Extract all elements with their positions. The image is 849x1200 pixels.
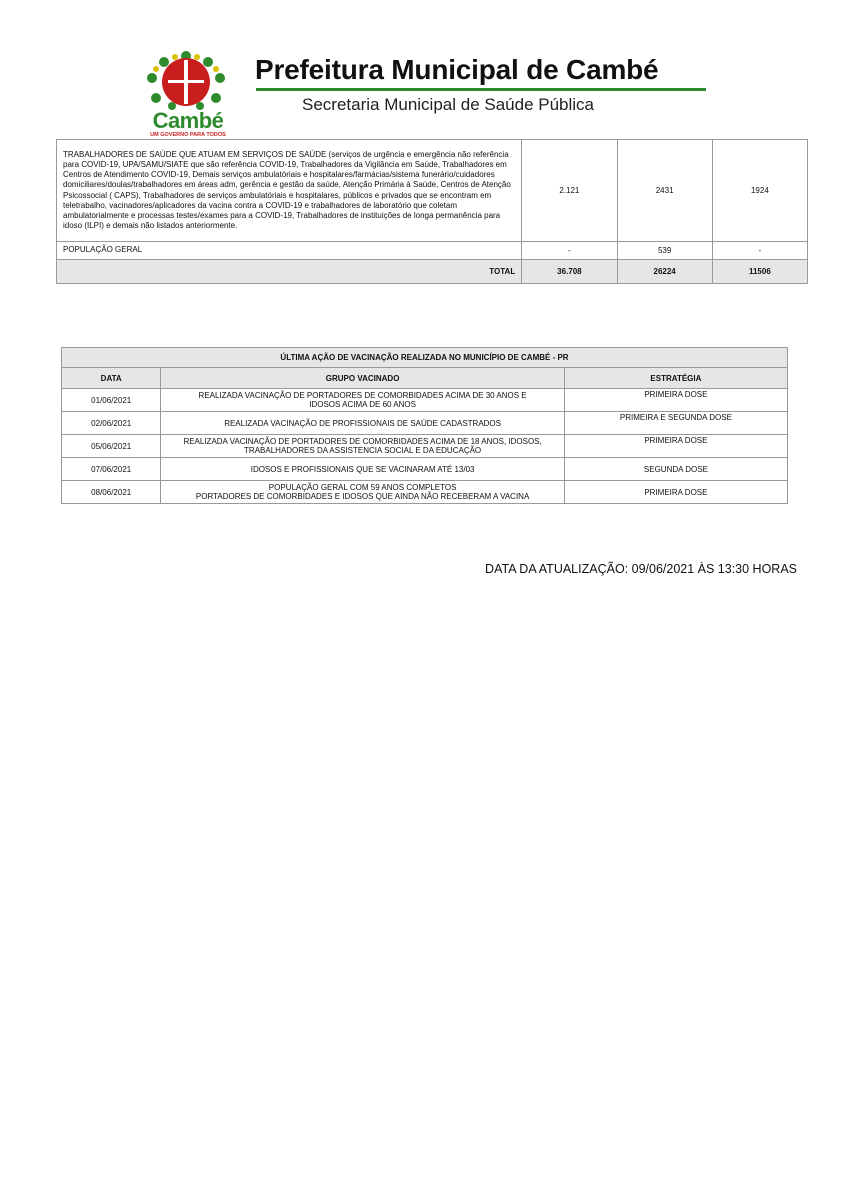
total-value-3: 11506 (712, 260, 807, 284)
row-value-1: 2.121 (522, 140, 617, 242)
row-strategy: PRIMEIRA E SEGUNDA DOSE (564, 412, 787, 435)
table-row (62, 412, 788, 435)
page-title: Prefeitura Municipal de Cambé (255, 54, 659, 85)
row-value-1: - (522, 242, 617, 260)
table-caption: ÚLTIMA AÇÃO DE VACINAÇÃO REALIZADA NO MUNICÍPIO DE CAMBÉ - PR (62, 348, 788, 368)
header-strategy: ESTRATÉGIA (564, 368, 787, 389)
row-value-2: 2431 (617, 140, 712, 242)
page-subtitle: Secretaria Municipal de Saúde Pública (302, 95, 595, 114)
total-row (57, 260, 808, 284)
row-group-line: REALIZADA VACINAÇÃO DE PORTADORES DE COMORBIDADES ACIMA DE 30 ANOS E (198, 391, 527, 400)
update-note: DATA DA ATUALIZAÇÃO: 09/06/2021 ÀS 13:30 HORAS (485, 562, 797, 576)
total-label: TOTAL (57, 260, 522, 284)
table-row (62, 458, 788, 481)
row-date: 01/06/2021 (62, 389, 161, 412)
row-date: 07/06/2021 (62, 458, 161, 481)
table-row (57, 140, 808, 242)
row-group-line: TRABALHADORES DA ASSISTENCIA SOCIAL E DA EDUCAÇÃO (244, 446, 482, 455)
row-date: 08/06/2021 (62, 481, 161, 504)
row-group (161, 435, 564, 458)
row-group (161, 458, 564, 481)
total-value-1: 36.708 (522, 260, 617, 284)
table-header-row (62, 368, 788, 389)
row-group-line: IDOSOS ACIMA DE 60 ANOS (309, 400, 416, 409)
row-strategy: PRIMEIRA DOSE (564, 389, 787, 412)
table-row (62, 435, 788, 458)
header-group: GRUPO VACINADO (161, 368, 564, 389)
logo-slogan: UM GOVERNO PARA TODOS (150, 132, 226, 138)
table-row (57, 242, 808, 260)
title-divider (256, 88, 706, 91)
row-strategy: PRIMEIRA DOSE (564, 481, 787, 504)
row-date: 05/06/2021 (62, 435, 161, 458)
row-strategy: PRIMEIRA DOSE (564, 435, 787, 458)
header-date: DATA (62, 368, 161, 389)
row-group-line: REALIZADA VACINAÇÃO DE PROFISSIONAIS DE SAÚDE CADASTRADOS (224, 418, 501, 428)
row-description: POPULAÇÃO GERAL (57, 242, 522, 260)
row-group (161, 481, 564, 504)
row-value-3: 1924 (712, 140, 807, 242)
row-description: TRABALHADORES DE SAÚDE QUE ATUAM EM SERVIÇOS DE SAÚDE (serviços de urgência e emergência não referência para COVID-19, UPA/SAMU/SIATE que são referência COVID-19, Trabalhadores da Vigilância em Saúde, Trabalhadores em Centros de Atendimento COVID-19, Demais serviços ambulatóriais e hospitalares/farmácias/sistema funerário/cuidadores domiciliares/doulas/trabalhadores em áreas adm, gerência e gestão da saúde, Atenção Primária à Saúde, Centros de Atenção Psicossocial ( CAPS), Trabalhadores de serviços ambulatóriais e hospitalares, públicos e privados que se encontram em teletrabalho, vacinadores/aplicadores da vacina contra a COVID-19 e trabalhadores de laboratório que coletam ambulatorialmente e processas testes/exames para a COVID-19, Trabalhadores de instituições de longa permanência para idoso (ILPI) e demais não listados anteriormente. (57, 140, 522, 242)
row-date: 02/06/2021 (62, 412, 161, 435)
row-value-3: - (712, 242, 807, 260)
row-value-2: 539 (617, 242, 712, 260)
table-row (62, 481, 788, 504)
logo-wordmark: Cambé (152, 108, 224, 133)
summary-table (56, 139, 808, 284)
row-group-line: POPULAÇÃO GERAL COM 59 ANOS COMPLETOS (268, 483, 457, 492)
total-value-2: 26224 (617, 260, 712, 284)
row-strategy: SEGUNDA DOSE (564, 458, 787, 481)
vaccination-table (61, 347, 788, 504)
row-group-line: REALIZADA VACINAÇÃO DE PORTADORES DE COMORBIDADES ACIMA DE 18 ANOS, IDOSOS, (183, 437, 542, 446)
row-group (161, 389, 564, 412)
table-row (62, 389, 788, 412)
row-group-line: IDOSOS E PROFISSIONAIS QUE SE VACINARAM ATÉ 13/03 (250, 464, 475, 474)
row-group-line: PORTADORES DE COMORBIDADES E IDOSOS QUE AINDA NÃO RECEBERAM A VACINA (195, 492, 530, 501)
row-group (161, 412, 564, 435)
table-caption-row (62, 348, 788, 368)
